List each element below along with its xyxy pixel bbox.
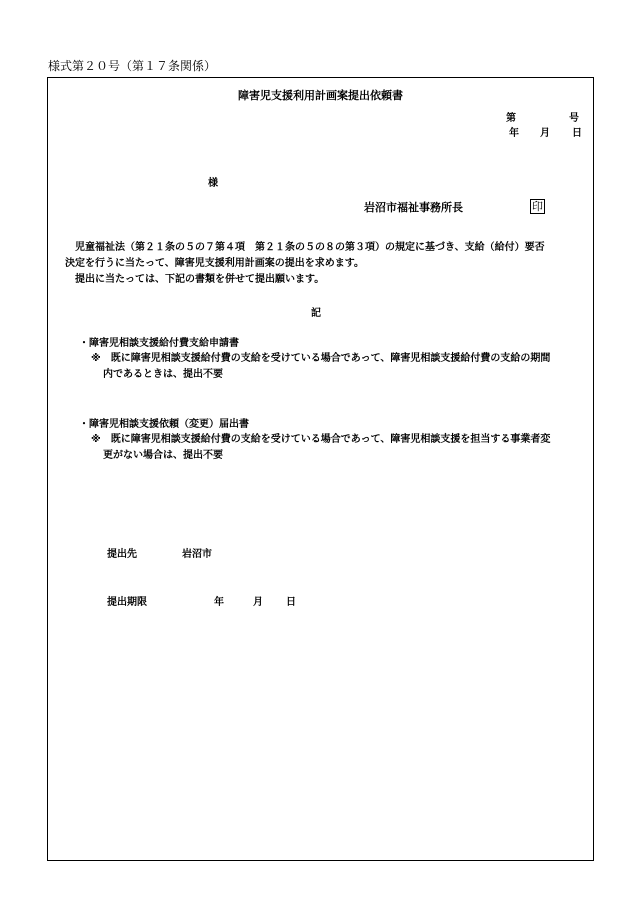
body-line-2: 決定を行うに当たって、障害児支援利用計画案の提出を求めます。 [65,258,364,269]
deadline-day: 日 [286,597,296,608]
item-2-note [91,432,550,464]
deadline-year: 年 [214,597,224,608]
item-2-note-line-2: 更がない場合は、提出不要 [103,450,223,461]
number-prefix: 第 [506,113,516,124]
number-suffix: 号 [569,113,579,124]
item-2-note-line-1: ※ 既に障害児相談支援給付費の支給を受けている場合であって、障害児相談支援を担当する事業者変 [91,434,551,445]
ki-heading: 記 [311,308,321,319]
document-frame [47,77,594,861]
issuer-name: 岩沼市福祉事務所長 [364,201,463,214]
item-1-heading: ・障害児相談支援給付費支給申請書 [79,338,239,349]
destination-value: 岩沼市 [182,549,212,560]
seal-mark: 印 [532,200,543,213]
item-1-note-line-1: ※ 既に障害児相談支援給付費の支給を受けている場合であって、障害児相談支援給付費の支給の期間 [91,353,551,364]
addressee-suffix: 様 [208,178,218,189]
body-line-1: 児童福祉法（第２１条の５の７第４項 第２１条の５の８の第３項）の規定に基づき、支給（給付）要否 [75,242,545,253]
body-line-3: 提出に当たっては、下記の書類を併せて提出願います。 [75,274,325,285]
item-2-heading: ・障害児相談支援依頼（変更）届出書 [79,419,249,430]
body-paragraph [65,240,585,288]
form-number-label: 様式第２０号（第１７条関係） [48,59,217,73]
deadline-month: 月 [253,597,263,608]
item-1-note [91,351,550,383]
date-month: 月 [540,128,550,139]
deadline-label: 提出期限 [107,597,147,608]
date-day: 日 [572,128,582,139]
date-year: 年 [509,128,519,139]
item-1-note-line-2: 内であるときは、提出不要 [103,369,223,380]
document-title: 障害児支援利用計画案提出依頼書 [238,89,403,102]
destination-label: 提出先 [107,549,137,560]
